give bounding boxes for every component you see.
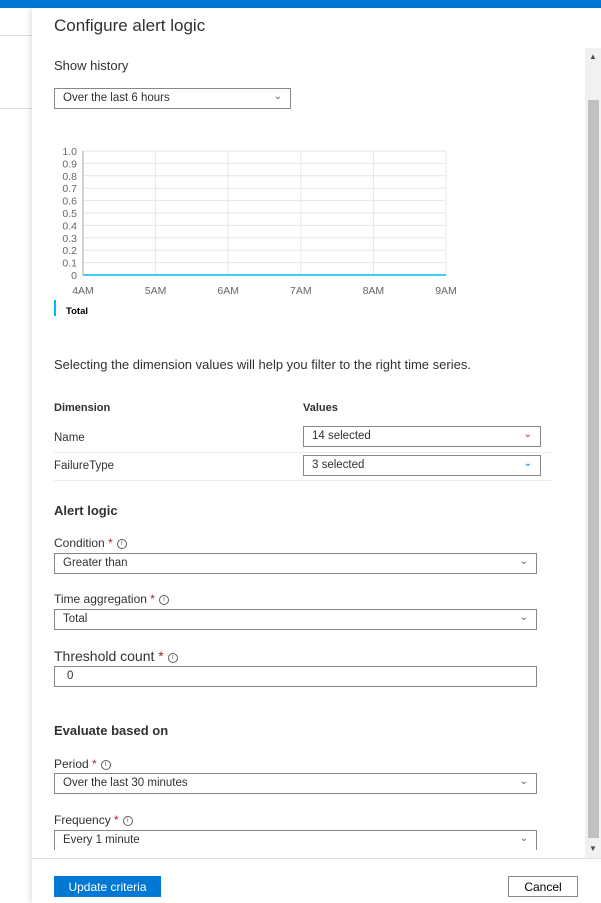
chevron-down-icon: ⌄ <box>519 776 528 787</box>
scrollbar[interactable] <box>585 48 601 858</box>
threshold-label: Threshold count * i <box>54 648 178 664</box>
aggregation-dropdown[interactable]: Total ⌄ <box>54 609 537 630</box>
dimension-name: Name <box>54 432 85 444</box>
frequency-label: Frequency * i <box>54 813 133 827</box>
chevron-down-icon: ⌄ <box>519 833 528 844</box>
frequency-dropdown[interactable]: Every 1 minute ⌄ <box>54 830 537 850</box>
info-icon[interactable]: i <box>159 595 169 605</box>
y-tick-label: 0.6 <box>62 195 77 208</box>
info-icon[interactable]: i <box>168 653 178 663</box>
name-values-dropdown[interactable] <box>303 426 541 447</box>
name-values: 14 selected <box>312 430 371 442</box>
failuretype-values-dropdown[interactable] <box>303 455 541 476</box>
dimension-header: Dimension <box>54 402 111 414</box>
y-tick-label: 0.2 <box>62 245 77 258</box>
condition-dropdown[interactable]: Greater than ⌄ <box>54 553 537 574</box>
alert-logic-heading: Alert logic <box>54 503 118 518</box>
values-header: Values <box>303 402 338 414</box>
panel-title: Configure alert logic <box>54 16 206 35</box>
y-tick-label: 0.3 <box>62 232 77 245</box>
footer <box>32 858 601 903</box>
y-tick-label: 0.8 <box>62 170 77 183</box>
history-dropdown[interactable] <box>54 88 291 109</box>
chevron-down-icon: ⌄ <box>519 556 528 567</box>
info-icon[interactable]: i <box>123 816 133 826</box>
period-dropdown[interactable]: Over the last 30 minutes ⌄ <box>54 773 537 794</box>
y-tick-label: 0.4 <box>62 220 77 233</box>
y-tick-label: 0.9 <box>62 158 77 171</box>
x-tick-label: 9AM <box>435 285 457 297</box>
y-tick-label: 0 <box>71 270 77 282</box>
divider <box>54 480 551 481</box>
info-icon[interactable]: i <box>117 539 127 549</box>
scroll-down-icon[interactable]: ▼ <box>589 844 597 853</box>
aggregation-label: Time aggregation * i <box>54 592 169 606</box>
period-label: Period * i <box>54 757 111 771</box>
legend-swatch <box>54 300 56 316</box>
failuretype-values: 3 selected <box>312 459 365 471</box>
configure-alert-panel <box>32 8 601 903</box>
chevron-down-icon: ⌄ <box>273 91 282 102</box>
chevron-down-icon: ⌄ <box>523 458 532 469</box>
x-tick-label: 8AM <box>362 285 385 297</box>
y-tick-label: 0.5 <box>62 208 77 220</box>
show-history-label: Show history <box>54 58 129 73</box>
evaluate-heading: Evaluate based on <box>54 723 169 738</box>
condition-label: Condition * i <box>54 536 127 550</box>
top-bar <box>0 0 601 8</box>
scroll-up-icon[interactable]: ▲ <box>589 52 597 61</box>
divider <box>54 452 551 453</box>
scrollbar-thumb[interactable] <box>588 100 599 838</box>
y-tick-label: 0.7 <box>62 183 77 196</box>
x-tick-label: 4AM <box>72 285 94 297</box>
update-criteria-button[interactable]: Update criteria <box>54 876 161 897</box>
dimension-intro: Selecting the dimension values will help you filter to the right time series. <box>54 357 471 372</box>
background-page <box>0 8 32 903</box>
threshold-input[interactable]: 0 <box>54 666 537 687</box>
legend-label: Total <box>66 306 88 316</box>
cancel-button[interactable]: Cancel <box>508 876 578 897</box>
history-chart <box>42 136 482 316</box>
dimension-failuretype: FailureType <box>54 460 115 472</box>
x-tick-label: 6AM <box>217 285 239 297</box>
x-tick-label: 7AM <box>290 285 312 297</box>
history-value: Over the last 6 hours <box>63 92 170 104</box>
y-tick-label: 0.1 <box>62 257 77 270</box>
chevron-down-icon: ⌄ <box>523 429 532 440</box>
x-tick-label: 5AM <box>144 285 167 297</box>
chevron-down-icon: ⌄ <box>519 612 528 623</box>
y-tick-label: 1.0 <box>62 146 77 158</box>
info-icon[interactable]: i <box>101 760 111 770</box>
